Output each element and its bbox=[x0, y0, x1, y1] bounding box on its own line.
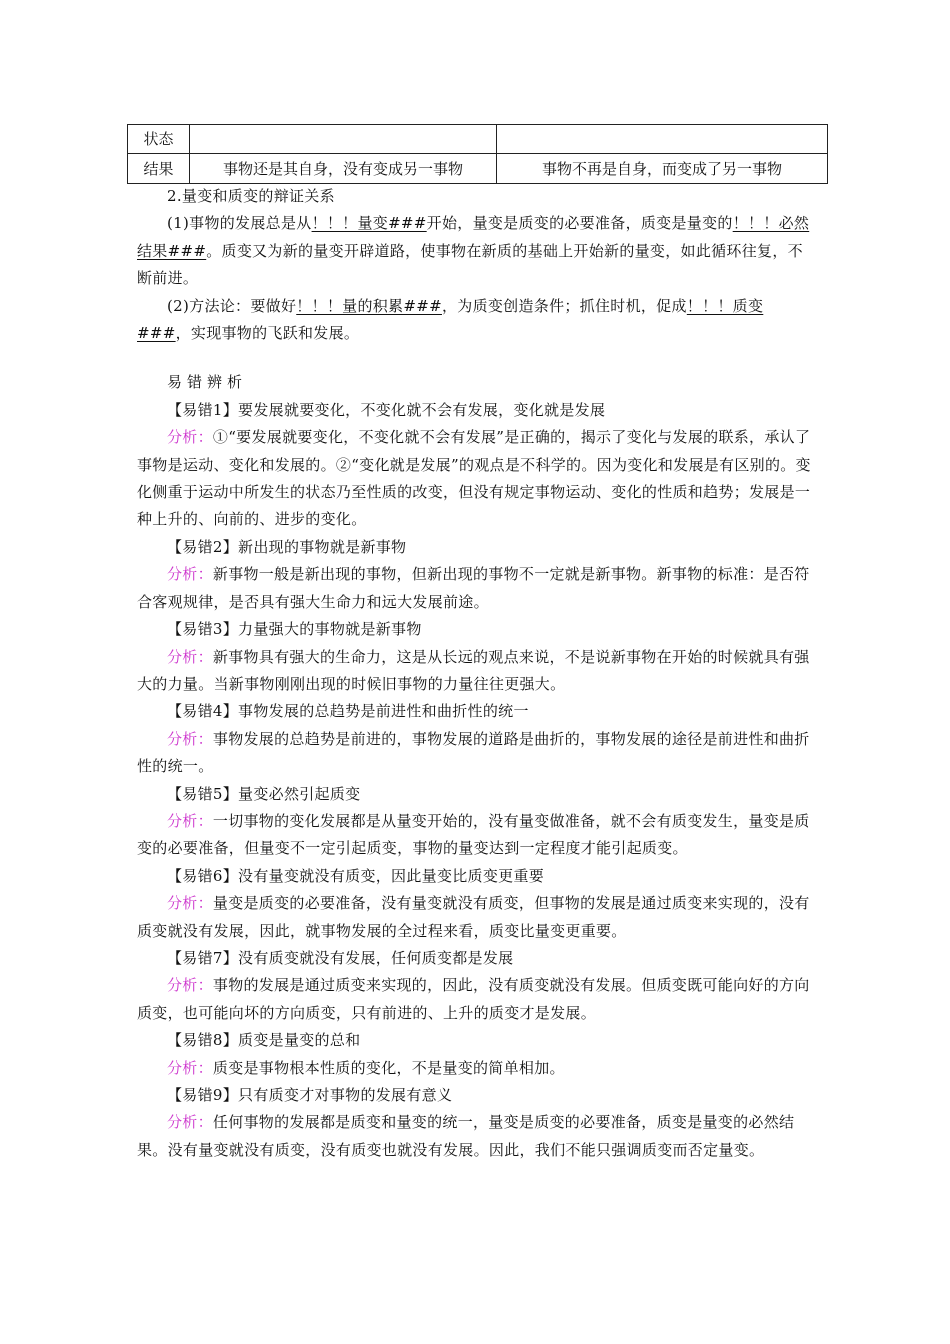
analysis-label: 分析： bbox=[167, 1058, 213, 1077]
error-analysis bbox=[137, 1109, 817, 1164]
fill-blank-answer: ！！！量变### bbox=[311, 214, 427, 233]
error-title: 【易错4】事物发展的总趋势是前进性和曲折性的统一 bbox=[167, 702, 529, 721]
comparison-table bbox=[127, 124, 828, 184]
analysis-text: 新事物具有强大的生命力，这是从长远的观点来说，不是说新事物在开始的时候就具有强大的力量。当新事物刚刚出现的时候旧事物的力量往往更强大。 bbox=[137, 647, 810, 693]
error-analysis bbox=[137, 726, 817, 781]
error-title: 【易错2】新出现的事物就是新事物 bbox=[167, 537, 407, 556]
error-analysis bbox=[137, 644, 817, 699]
paragraph-relation bbox=[137, 210, 817, 292]
table-row bbox=[128, 154, 828, 184]
error-analysis bbox=[137, 561, 817, 616]
table-cell bbox=[497, 125, 828, 154]
analysis-label: 分析： bbox=[167, 428, 213, 447]
error-title: 【易错1】要发展就要变化，不变化就不会有发展，变化就是发展 bbox=[167, 400, 606, 419]
analysis-text: 任何事物的发展都是质变和量变的统一，量变是质变的必要准备，质变是量变的必然结果。没有量变就没有质变，没有质变也就没有发展。因此，我们不能只强调质变而否定量变。 bbox=[137, 1113, 795, 1159]
error-title: 【易错9】只有质变才对事物的发展有意义 bbox=[167, 1086, 453, 1104]
analysis-label: 分析： bbox=[167, 976, 213, 995]
fill-blank-answer: ！！！质变### bbox=[137, 296, 764, 343]
table-cell bbox=[190, 125, 497, 154]
analysis-text: 量变是质变的必要准备，没有量变就没有质变，但事物的发展是通过质变来实现的，没有质变就没有发展，因此，就事物发展的全过程来看，质变比量变更重要。 bbox=[137, 894, 810, 940]
row-label-result: 结果 bbox=[128, 154, 190, 184]
error-analysis bbox=[137, 1055, 817, 1082]
text-span: 开始，量变是质变的必要准备，质变是量变的 bbox=[426, 214, 733, 233]
table-cell: 事物还是其自身，没有变成另一事物 bbox=[190, 154, 497, 184]
analysis-label: 分析： bbox=[167, 811, 213, 830]
row-label-state: 状态 bbox=[128, 125, 190, 154]
table-cell: 事物不再是自身，而变成了另一事物 bbox=[497, 154, 828, 184]
text-span: ，为质变创造条件；抓住时机，促成 bbox=[441, 296, 687, 315]
analysis-text: 事物的发展是通过质变来实现的，因此，没有质变就没有发展。但质变既可能向好的方向质变，也可能向坏的方向质变，只有前进的、上升的质变才是发展。 bbox=[137, 976, 810, 1022]
analysis-text: 质变是事物根本性质的变化，不是量变的简单相加。 bbox=[212, 1058, 565, 1077]
errors-list bbox=[137, 397, 817, 1164]
text-span: (1)事物的发展总是从 bbox=[167, 214, 312, 233]
error-title: 【易错8】质变是量变的总和 bbox=[167, 1031, 361, 1050]
paragraph-methodology bbox=[137, 293, 817, 348]
section-heading: 2.量变和质变的辩证关系 bbox=[167, 187, 335, 205]
analysis-text: 事物发展的总趋势是前进的，事物发展的道路是曲折的，事物发展的途径是前进性和曲折性的统一。 bbox=[137, 729, 810, 776]
analysis-label: 分析： bbox=[167, 647, 213, 666]
analysis-label: 分析： bbox=[167, 1113, 213, 1132]
analysis-text: 一切事物的变化发展都是从量变开始的，没有量变做准备，就不会有质变发生，量变是质变的必要准备，但量变不一定引起质变，事物的量变达到一定程度才能引起质变。 bbox=[137, 811, 810, 858]
document-body bbox=[137, 183, 817, 1164]
text-span: (2)方法论：要做好 bbox=[167, 296, 297, 315]
error-title: 【易错7】没有质变就没有发展，任何质变都是发展 bbox=[167, 948, 514, 967]
analysis-label: 分析： bbox=[167, 729, 213, 748]
errors-section-title: 易错辨析 bbox=[167, 373, 248, 392]
error-analysis bbox=[137, 972, 817, 1027]
error-analysis bbox=[137, 890, 817, 945]
error-title: 【易错3】力量强大的事物就是新事物 bbox=[167, 620, 422, 639]
spacer bbox=[137, 347, 817, 369]
analysis-label: 分析： bbox=[167, 894, 213, 913]
analysis-text: 新事物一般是新出现的事物，但新出现的事物不一定就是新事物。新事物的标准：是否符合客观规律，是否具有强大生命力和远大发展前途。 bbox=[137, 565, 810, 611]
analysis-text: ①“要发展就要变化，不变化就不会有发展”是正确的，揭示了变化与发展的联系，承认了事物是运动、变化和发展的。②“变化就是发展”的观点是不科学的。因为变化和发展是有区别的。变化侧重于运动中所发生的状态乃至性质的改变，但没有规定事物运动、变化的性质和趋势；发展是一种上升的、向前的、进步的变化。 bbox=[137, 428, 811, 529]
text-span: ，实现事物的飞跃和发展。 bbox=[175, 324, 360, 343]
fill-blank-answer: ！！！必然结果### bbox=[137, 214, 810, 260]
error-title: 【易错6】没有量变就没有质变，因此量变比质变更重要 bbox=[167, 866, 545, 885]
error-analysis bbox=[137, 424, 817, 534]
error-title: 【易错5】量变必然引起质变 bbox=[167, 784, 361, 803]
error-analysis bbox=[137, 808, 817, 863]
fill-blank-answer: ！！！量的积累### bbox=[296, 296, 442, 315]
text-span: 。质变又为新的量变开辟道路，使事物在新质的基础上开始新的量变，如此循环往复，不断前进。 bbox=[137, 241, 803, 288]
table-row bbox=[128, 125, 828, 154]
analysis-label: 分析： bbox=[167, 565, 213, 584]
